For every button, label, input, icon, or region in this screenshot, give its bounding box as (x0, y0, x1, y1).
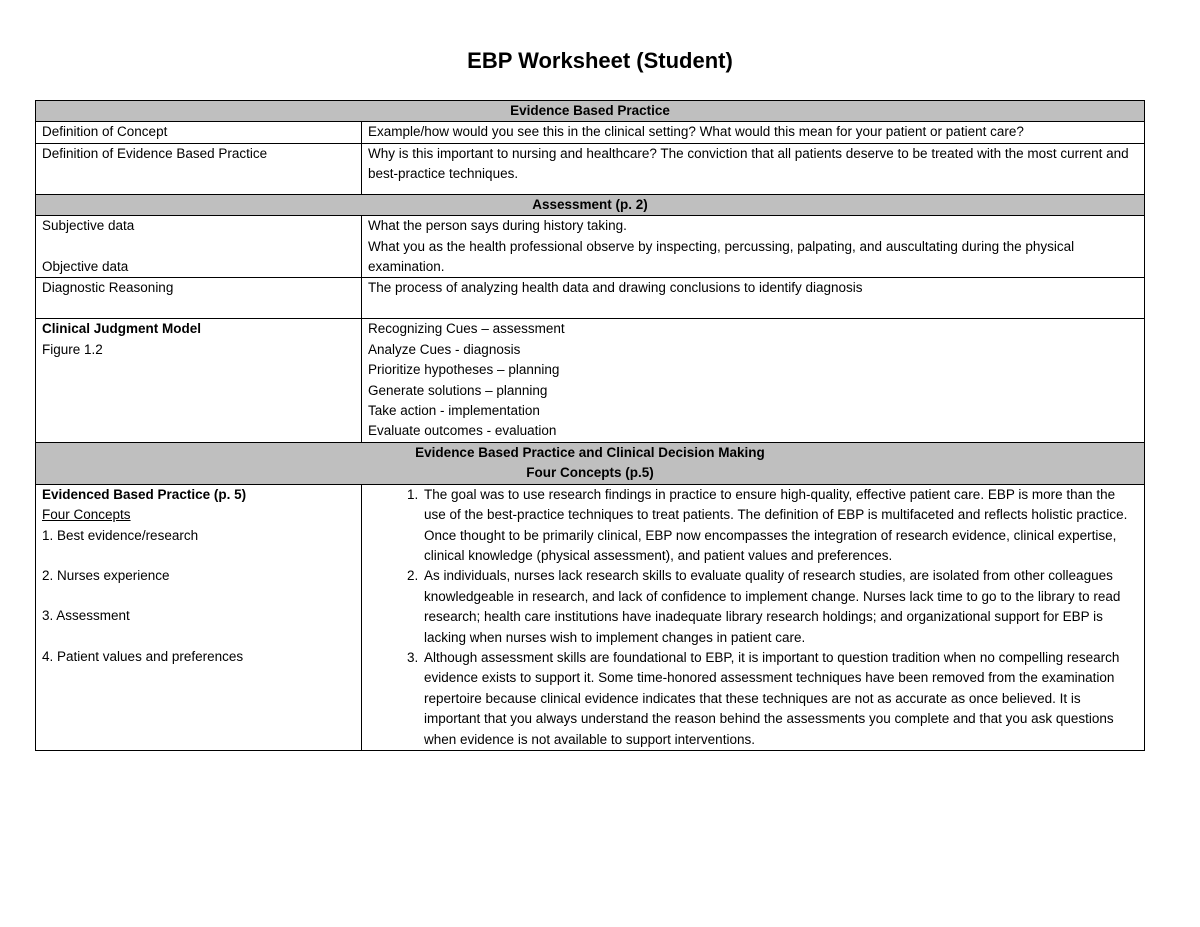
table-row (36, 319, 1145, 442)
list-item: Recognizing Cues – assessment (368, 321, 565, 337)
row-text-clinical-judgment (362, 319, 1145, 442)
concepts-subtitle: Four Concepts (42, 507, 131, 523)
concept-item: 3. Assessment (42, 608, 130, 624)
table-row (36, 278, 1145, 319)
list-item: Generate solutions – planning (368, 382, 548, 398)
row-text-four-concepts (362, 484, 1145, 750)
row-label-clinical-judgment (36, 319, 362, 442)
table-row (36, 484, 1145, 750)
list-item: Analyze Cues - diagnosis (368, 341, 521, 357)
section-header-cell: Evidence Based Practice (36, 101, 1145, 122)
list-item: 1. The goal was to use research findings in practice to ensure high-quality, effective patient care. EBP is more than the use of the best-practice techniques to treat patients. The definition of EBP is multifaceted and reflects holistic practice. Once thought to be primarily clinical, EBP now encompasses the integration of research evidence, clinical expertise, clinical knowledge (physical assessment), and patient values and preferences. (422, 485, 1138, 567)
clinical-judgment-figure: Figure 1.2 (42, 341, 103, 357)
list-item: 2. As individuals, nurses lack research skills to evaluate quality of research studies, are isolated from other colleagues knowledgeable in research, and lack of confidence to implement change. Nurses lack time to go to the library to read research; health care institutions have inadequate library research holdings; and organizational support for EBP is lacking when nurses wish to implement changes in patient care. (422, 566, 1138, 648)
column-header-definition: Definition of Concept (36, 122, 362, 143)
list-item: Prioritize hypotheses – planning (368, 362, 560, 378)
list-item: Take action - implementation (368, 403, 540, 419)
subjective-label: Subjective data (42, 218, 135, 234)
row-label-data-types (36, 216, 362, 278)
section-header-cell: Assessment (p. 2) (36, 194, 1145, 215)
section-header-assessment (36, 194, 1145, 215)
clinical-judgment-title: Clinical Judgment Model (42, 321, 202, 337)
section-header-ebp (36, 101, 1145, 122)
objective-label: Objective data (42, 258, 129, 274)
objective-text: What you as the health professional observe by inspecting, percussing, palpating, and auscultating during the physical examination. (368, 238, 1075, 275)
concept-item: 1. Best evidence/research (42, 527, 199, 543)
table-row (36, 143, 1145, 194)
row-label-diagnostic-reasoning: Diagnostic Reasoning (36, 278, 362, 319)
row-label-four-concepts (36, 484, 362, 750)
list-item: Evaluate outcomes - evaluation (368, 423, 557, 439)
row-text-data-types (362, 216, 1145, 278)
table-row (36, 122, 1145, 143)
spacer (42, 627, 355, 647)
section-header-decision-making (36, 442, 1145, 484)
spacer (42, 546, 355, 566)
worksheet-table (35, 100, 1145, 751)
spacer (42, 586, 355, 606)
concept-answers-list (368, 485, 1138, 750)
concept-item: 4. Patient values and preferences (42, 648, 244, 664)
table-row (36, 216, 1145, 278)
section-header-line: Four Concepts (p.5) (526, 465, 654, 481)
column-header-example: Example/how would you see this in the clinical setting? What would this mean for your patient or patient care? (362, 122, 1145, 143)
row-text-ebp-definition: Why is this important to nursing and healthcare? The conviction that all patients deserve to be treated with the most current and best-practice techniques. (362, 143, 1145, 194)
section-header-line: Evidence Based Practice and Clinical Decision Making (415, 444, 765, 460)
concepts-title: Evidenced Based Practice (p. 5) (42, 486, 247, 502)
row-label-ebp-definition: Definition of Evidence Based Practice (36, 143, 362, 194)
concept-item: 2. Nurses experience (42, 567, 170, 583)
spacer (42, 237, 355, 257)
subjective-text: What the person says during history taking. (368, 218, 627, 234)
page-title: EBP Worksheet (Student) (467, 48, 733, 73)
row-text-diagnostic-reasoning: The process of analyzing health data and drawing conclusions to identify diagnosis (362, 278, 1145, 319)
list-item: 3. Although assessment skills are foundational to EBP, it is important to question tradition when no compelling research evidence exists to support it. Some time-honored assessment techniques have been removed from the examination repertoire because clinical evidence indicates that these techniques are not as accurate as once believed. It is important that you always understand the reason behind the assessments you complete and that you ask questions when evidence is not available to support interventions. (422, 648, 1138, 750)
section-header-cell (36, 442, 1145, 484)
